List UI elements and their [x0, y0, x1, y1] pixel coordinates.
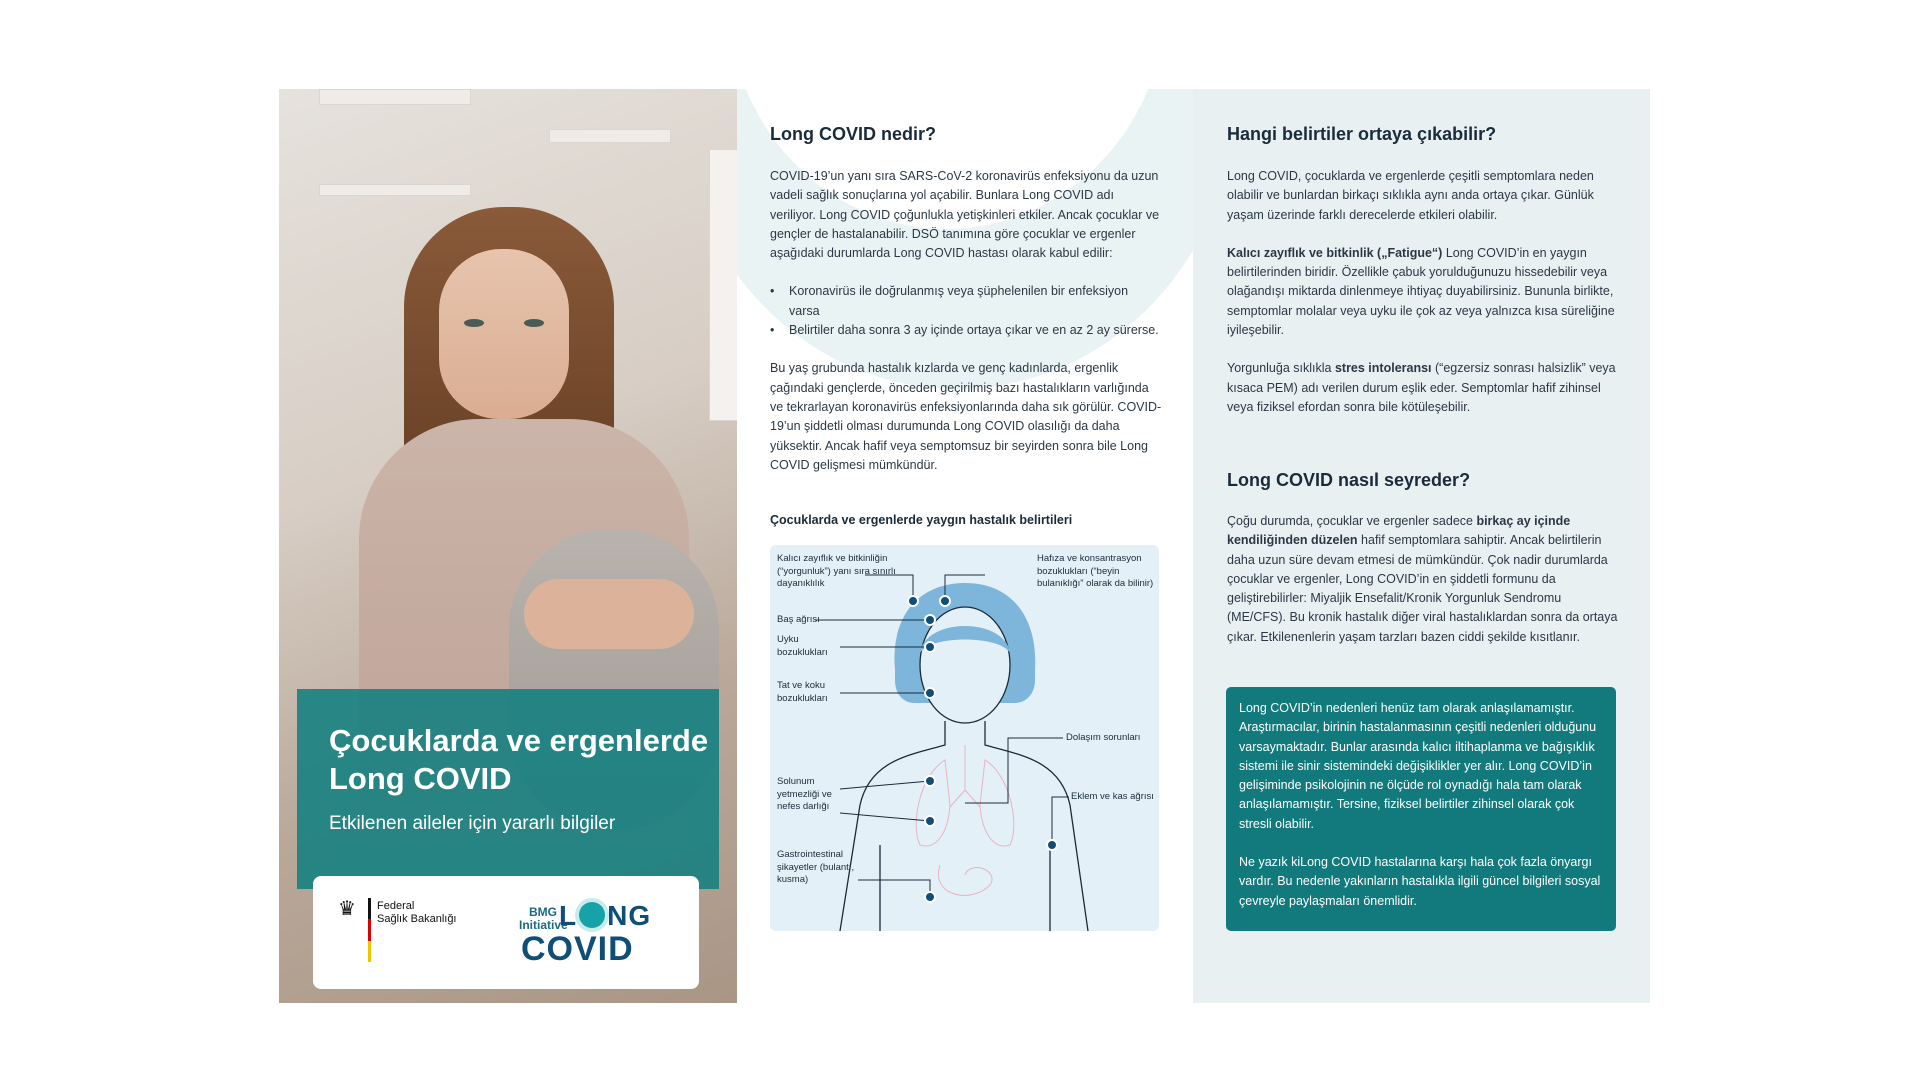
section-heading-course: Long COVID nasıl seyreder? — [1227, 470, 1471, 490]
marker-fatigue — [908, 596, 918, 606]
section-heading-symptoms: Hangi belirtiler ortaya çıkabilir? — [1227, 124, 1497, 144]
cover-title: Çocuklarda ve ergenlerde Long COVID — [329, 723, 709, 796]
symptoms-body — [1227, 167, 1619, 417]
label-breath: Solunum yetmezliği ve nefes darlığı — [777, 776, 832, 812]
bmg-text: BMG — [529, 905, 557, 919]
diagram-title: Çocuklarda ve ergenlerde yaygın hastalık belirtileri — [770, 513, 1073, 527]
prejudice-paragraph: Ne yazık kiLong COVID hastalarına karşı hala çok fazla önyargı vardır. Bu nedenle yakınların hastalıkla ilgili güncel bilgileri sosyal çevreyle paylaşmaları önemlidir. — [1239, 855, 1601, 908]
what-is-paragraph-1: COVID-19’un yanı sıra SARS-CoV-2 koronavirüs enfeksiyonu da uzun vadeli sağlık sonuçlarına yol açabilir. Bunlara Long COVID adı veriliyor. Long COVID çoğunlukla yetişkinleri etkiler. Ancak çocuklar ve gençler de hastalanabilir. DSÖ tanımına göre çocuklar ve ergenler aşağıdaki durumlarda Long COVID hastası olarak kabul edilir: — [770, 169, 1160, 261]
background-mirror — [709, 149, 737, 421]
what-is-body — [770, 167, 1162, 475]
fatigue-description: Long COVID’in en yaygın belirtilerinden biridir. Özellikle çabuk yorulduğunuzu hissedebilir veya olağandışı miktarda dinlenmeye ihtiyaç duyabilirsiniz. Bununla birlikte, semptomlar molalar veya uyku ile çok az veya yalnızca kısa süreliğine iyileşebilir. — [1227, 245, 1615, 338]
long-covid-logo-long — [559, 900, 651, 932]
right-panel — [1193, 89, 1650, 1003]
symptom-diagram — [770, 545, 1159, 931]
marker-memory — [940, 596, 950, 606]
what-is-paragraph-2: Bu yaş grubunda hastalık kızlarda ve genç kadınlarda, ergenlik çağındaki gençlerde, önceden geçirilmiş bazı hastalıkların varlığında ve tekrarlayan koronavirüs enfeksiyonlarında daha sık görülür. COVID-19’un şiddetli olması durumunda Long COVID olasılığı da daha yüksektir. Ancak hafif veya semptomsuz bir seyirden sonra bile Long COVID gelişmesi mümkündür. — [770, 361, 1162, 472]
criteria-list — [770, 282, 1162, 340]
marker-joints — [1047, 840, 1057, 850]
cover-panel — [279, 89, 737, 1003]
section-heading-what-is: Long COVID nedir? — [770, 124, 936, 144]
criteria-item: • Belirtiler daha sonra 3 ay içinde ortaya çıkar ve en az 2 ay sürerse. — [770, 321, 1162, 340]
causes-text — [1239, 699, 1607, 911]
fatigue-term: Kalıcı zayıflık ve bitkinlik („Fatigue“) — [1227, 245, 1443, 260]
ministry-line-1: Federal — [377, 900, 415, 912]
photo-face — [439, 249, 569, 419]
logo-long-l: L — [559, 900, 578, 931]
lung-left — [916, 760, 950, 846]
marker-sleep — [925, 642, 935, 652]
logo-box — [313, 876, 699, 989]
label-headache: Baş ağrısı — [777, 614, 820, 625]
label-gastro: Gastrointestinal şikayetler (bulantı, kusma) — [777, 849, 855, 885]
course-paragraph — [1227, 512, 1619, 647]
label-fatigue: Kalıcı zayıflık ve bitkinliğin (“yorgunluk”) yanı sıra sınırlı dayanıklılık — [777, 553, 896, 589]
criteria-item: • Koronavirüs ile doğrulanmış veya şüphelenilen bir enfeksiyon varsa — [770, 282, 1162, 321]
background-shelf — [319, 89, 471, 105]
photo-eye — [524, 319, 544, 327]
course-description: hafif semptomlara sahiptir. Ancak belirtilerin daha uzun süre devam etmesi de mümkündür. Çok nadir durumlarda çocuklar ve ergenler, Long COVID’in en şiddetli formunu da geliştirebilirler: Miyaljik Ensefalit/Kronik Yorgunluk Sendromu (ME/CFS). Bu kronik hastalık diğer viral hastalıklardan sonra da ortaya çıkar. Etkilenenlerin yaşam tarzları bazen ciddi şekilde kısıtlanır. — [1227, 533, 1618, 644]
german-flag-icon — [368, 898, 371, 962]
symptoms-paragraph-2 — [1227, 244, 1619, 340]
photo-hand — [524, 579, 694, 649]
photo-eye — [464, 319, 484, 327]
logo-circle-icon — [579, 902, 605, 928]
background-shelf — [549, 129, 671, 143]
course-body — [1227, 512, 1619, 647]
label-joints: Eklem ve kas ağrısı — [1071, 791, 1154, 802]
stress-intolerance-term: stres intoleransı — [1334, 361, 1432, 376]
ministry-line-2: Sağlık Bakanlığı — [377, 913, 457, 925]
long-covid-logo-covid: COVID — [521, 930, 634, 968]
label-taste: Tat ve koku bozuklukları — [777, 680, 828, 704]
marker-breath — [925, 776, 935, 786]
ministry-name — [377, 900, 457, 926]
middle-panel — [737, 89, 1193, 1003]
initiative-text: Initiative — [519, 918, 568, 932]
cover-title-box — [297, 689, 719, 889]
arm-outline — [880, 845, 1050, 931]
self-resolving-term: birkaç ay içinde kendiliğinden düzelen — [1227, 514, 1571, 548]
stomach — [938, 865, 992, 895]
body-outline-right — [985, 721, 1088, 931]
trachea — [950, 745, 980, 807]
causes-paragraph: Long COVID’in nedenleri henüz tam olarak anlaşılamamıştır. Araştırmacılar, birinin hastalanmasının çeşitli nedenleri olduğunu varsaymaktadır. Bunlar arasında kalıcı iltihaplanma ve bağışıklık sistemi ile sinir sistemindeki değişiklikler yer alır. Long COVID’in gelişiminde psikolojinin ne ölçüde rol oynadığı hala tam olarak anlaşılamamıştır. Tersine, fiziksel belirtiler zihinsel olarak çok stresli olabilir. — [1239, 701, 1597, 831]
logo-long-rest: NG — [607, 900, 652, 931]
label-circulation: Dolaşım sorunları — [1066, 732, 1141, 743]
cover-subtitle: Etkilenen aileler için yararlı bilgiler — [329, 813, 616, 834]
background-shelf — [319, 184, 471, 196]
pem-intro: Yorgunluğa sıklıkla — [1227, 361, 1335, 376]
pem-description: (“egzersiz sonrası halsizlik” veya kısaca PEM) adı verilen durum eşlik eder. Semptomlar hafif zihinsel veya fiziksel efordan sonra bile kötüleşebilir. — [1227, 361, 1616, 414]
label-memory: Hafıza ve konsantrasyon bozuklukları (“beyin bulanıklığı” olarak da bilinir) — [1037, 553, 1154, 589]
marker-taste — [925, 688, 935, 698]
federal-eagle-icon: ♛ — [338, 898, 356, 920]
marker-gastro — [925, 892, 935, 902]
label-sleep: Uyku bozuklukları — [777, 634, 828, 658]
marker-circulation — [925, 816, 935, 826]
bmg-initiative-label — [519, 905, 568, 932]
causes-info-box — [1226, 687, 1616, 931]
course-intro: Çoğu durumda, çocuklar ve ergenler sadece — [1227, 514, 1477, 528]
symptoms-paragraph-1: Long COVID, çocuklarda ve ergenlerde çeşitli semptomlara neden olabilir ve bunlardan birkaçı sıklıkla aynı anda ortaya çıkar. Günlük yaşam üzerinde farklı derecelerde etkileri olabilir. — [1227, 169, 1594, 222]
symptoms-paragraph-3 — [1227, 359, 1619, 417]
marker-headache — [925, 615, 935, 625]
